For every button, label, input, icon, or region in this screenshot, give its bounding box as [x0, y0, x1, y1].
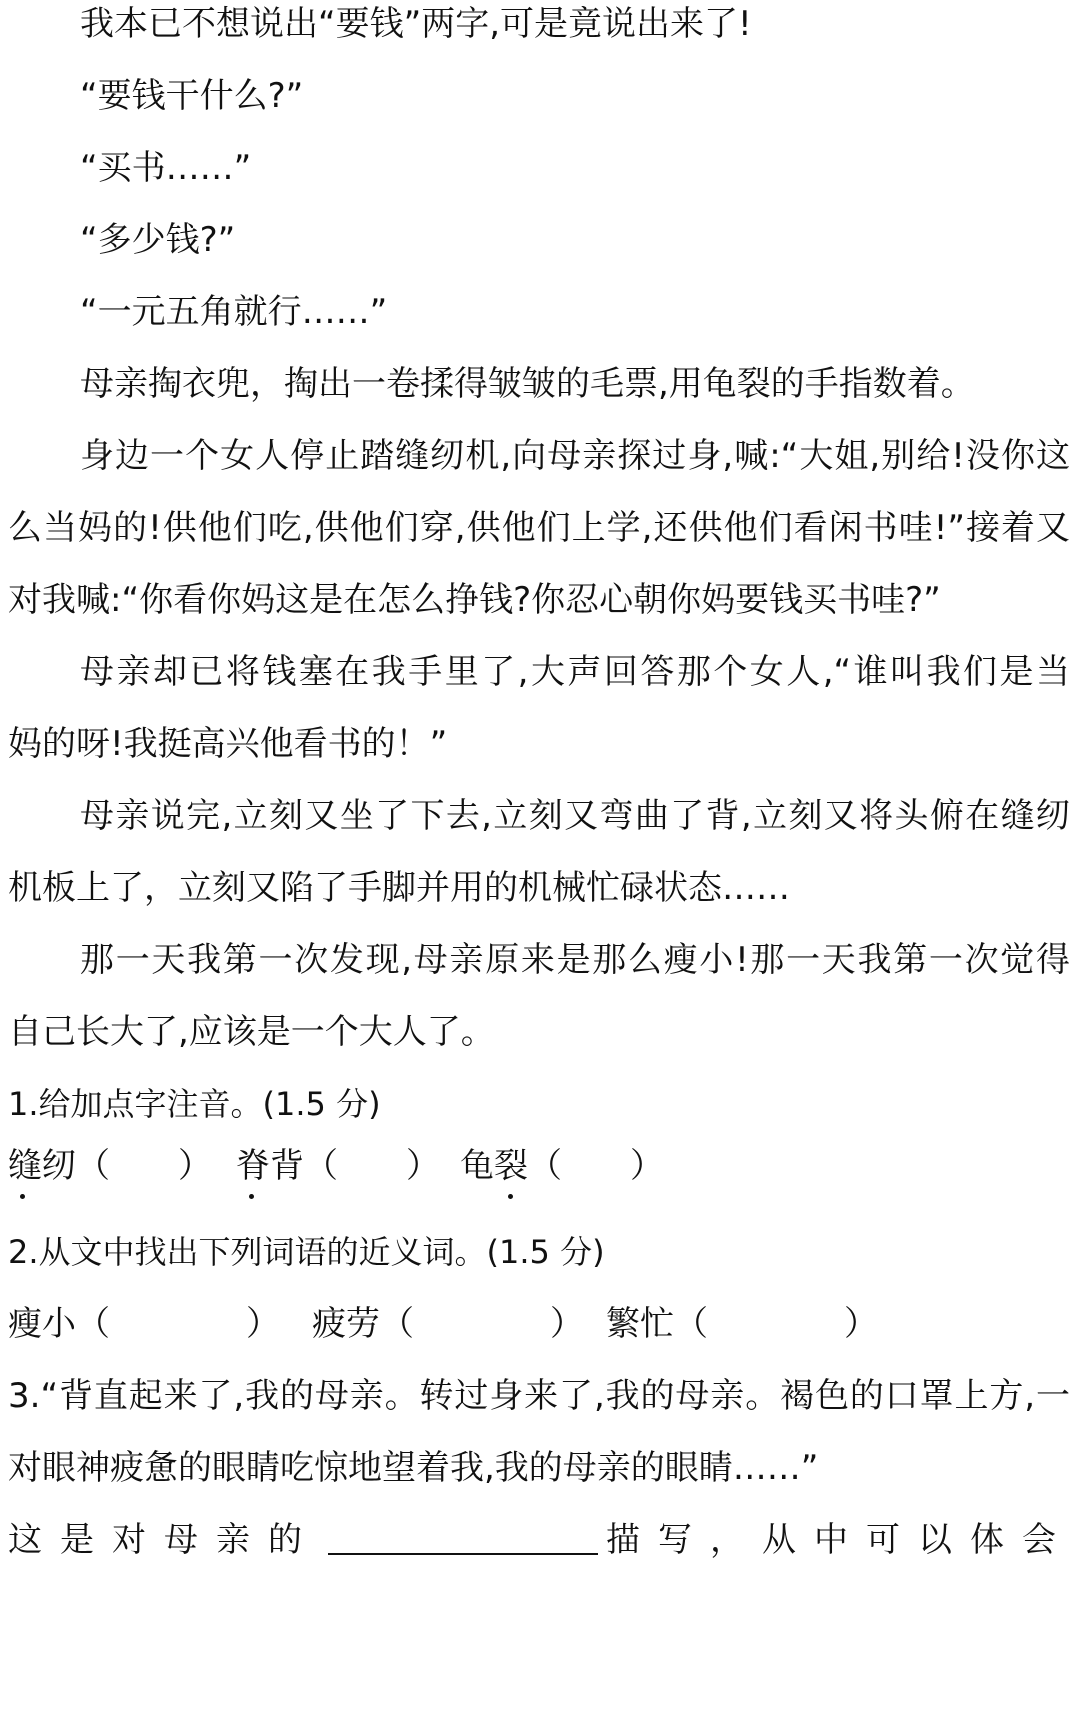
q1-item-junlie [460, 1142, 664, 1190]
passage-line: 妈的呀!我挺高兴他看书的！” [8, 724, 448, 764]
passage-line: “多少钱?” [80, 220, 236, 260]
q1-word: 龟裂 [460, 1146, 528, 1186]
question-text: 3.“背直起来了,我的母亲。转过身来了,我的母亲。褐色的口罩上方,一 [8, 1376, 1070, 1416]
passage-line: “一元五角就行……” [80, 292, 388, 332]
q2-word: 疲劳 [312, 1304, 380, 1344]
fill-in-prompt [8, 1516, 1074, 1564]
passage-line: 母亲却已将钱塞在我手里了,大声回答那个女人,“谁叫我们是当 [80, 652, 1070, 692]
question-title: 2.从文中找出下列词语的近义词。(1.5 分) [8, 1233, 605, 1271]
passage-line: 母亲说完,立刻又坐了下去,立刻又弯曲了背,立刻又将头俯在缝纫 [80, 796, 1070, 836]
q2-item-pilao [312, 1300, 584, 1348]
answer-blank[interactable]: （ ） [76, 1304, 280, 1344]
q1-item-jibei [236, 1142, 440, 1190]
answer-blank[interactable]: （ ） [674, 1304, 878, 1344]
passage-line: 自己长大了,应该是一个大人了。 [8, 1012, 495, 1052]
q1-word: 缝纫 [8, 1146, 76, 1186]
passage-line: 机板上了，立刻又陷了手脚并用的机械忙碌状态…… [8, 868, 790, 908]
fill-in-blank[interactable] [328, 1523, 598, 1555]
q1-item-fengren [8, 1142, 212, 1190]
answer-blank[interactable]: （ ） [76, 1146, 212, 1186]
passage-line: “买书……” [80, 148, 252, 188]
passage-line: 母亲掏衣兜，掏出一卷揉得皱皱的毛票,用龟裂的手指数着。 [80, 364, 975, 404]
passage-line: “要钱干什么?” [80, 76, 304, 116]
q2-item-fanmang [606, 1300, 878, 1348]
emphasis-dot [249, 1194, 254, 1199]
passage-line: 身边一个女人停止踏缝纫机,向母亲探过身,喊:“大姐,别给!没你这 [80, 436, 1070, 476]
answer-blank[interactable]: （ ） [304, 1146, 440, 1186]
prompt-after: 描写，从中可以体会 [606, 1520, 1074, 1560]
emphasis-dot [508, 1194, 513, 1199]
q2-word: 繁忙 [606, 1304, 674, 1344]
q2-item-shouxiao [8, 1300, 280, 1348]
answer-blank[interactable]: （ ） [380, 1304, 584, 1344]
answer-blank[interactable]: （ ） [528, 1146, 664, 1186]
emphasis-dot [20, 1194, 25, 1199]
q2-word: 瘦小 [8, 1304, 76, 1344]
prompt-before: 这是对母亲的 [8, 1520, 320, 1560]
question-title: 1.给加点字注音。(1.5 分) [8, 1085, 381, 1123]
passage-line: 我本已不想说出“要钱”两字,可是竟说出来了! [80, 4, 752, 44]
question-text: 对眼神疲惫的眼睛吃惊地望着我,我的母亲的眼睛……” [8, 1448, 819, 1488]
passage-line: 么当妈的!供他们吃,供他们穿,供他们上学,还供他们看闲书哇!”接着又 [8, 508, 1070, 548]
passage-line: 那一天我第一次发现,母亲原来是那么瘦小!那一天我第一次觉得 [80, 940, 1070, 980]
q1-word: 脊背 [236, 1146, 304, 1186]
passage-line: 对我喊:“你看你妈这是在怎么挣钱?你忍心朝你妈要钱买书哇?” [8, 580, 941, 620]
